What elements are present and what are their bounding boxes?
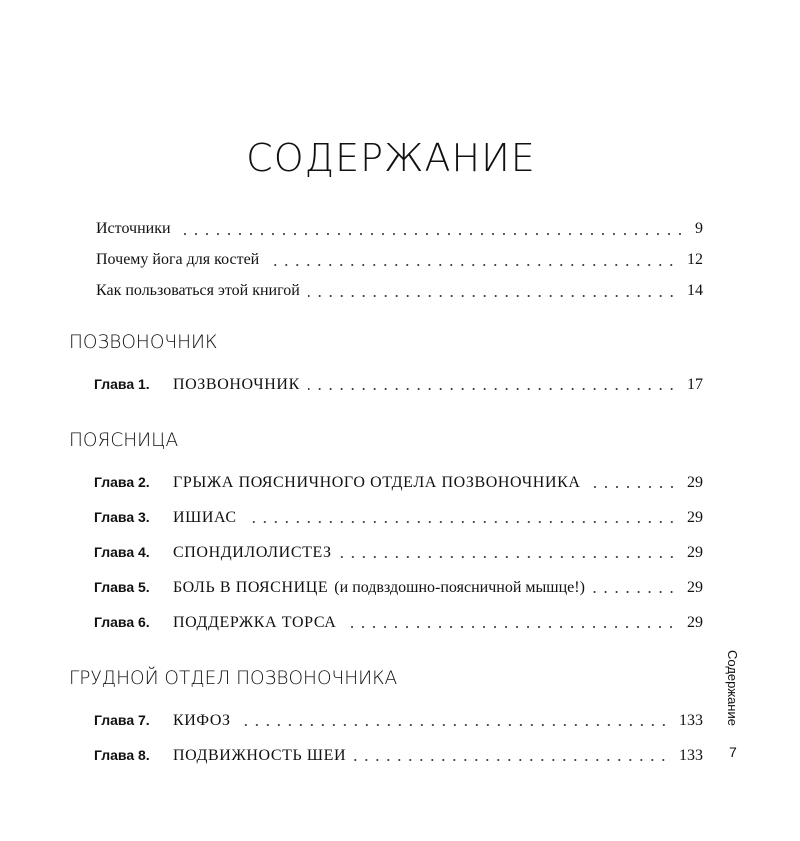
dot-leader xyxy=(245,521,677,523)
chapter-entry[interactable] xyxy=(94,542,703,562)
chapter-label: Глава 4. xyxy=(94,544,150,560)
page-number: 9 xyxy=(695,220,703,237)
dot-leader xyxy=(308,295,677,297)
chapter-note: (и подвздошно-поясничной мышце!) xyxy=(334,579,585,596)
section-heading: ПОЯСНИЦА xyxy=(69,430,179,451)
chapter-label: Глава 7. xyxy=(94,712,150,728)
toc-entry-title: Как пользоваться этой книгой xyxy=(96,282,300,299)
chapter-label: Глава 5. xyxy=(94,579,150,595)
chapter-title: ГРЫЖА ПОЯСНИЧНОГО ОТДЕЛА ПОЗВОНОЧНИКА xyxy=(173,474,581,491)
page-number: 133 xyxy=(679,747,703,764)
chapter-entry[interactable] xyxy=(94,577,703,597)
page-number: 29 xyxy=(687,614,703,631)
section-heading: ГРУДНОЙ ОТДЕЛ ПОЗВОНОЧНИКА xyxy=(69,668,398,689)
page-number: 29 xyxy=(687,474,703,491)
chapter-title: БОЛЬ В ПОЯСНИЦЕ xyxy=(173,579,329,596)
page-number: 17 xyxy=(687,376,703,393)
dot-leader xyxy=(340,556,677,558)
chapter-entry[interactable] xyxy=(94,507,703,527)
chapter-entry[interactable] xyxy=(94,374,703,394)
toc-entry[interactable] xyxy=(96,250,703,270)
chapter-entry[interactable] xyxy=(94,472,703,492)
page-number: 14 xyxy=(687,282,703,299)
chapter-entry[interactable] xyxy=(94,745,703,765)
folio-page-number: 7 xyxy=(729,744,737,760)
chapter-label: Глава 3. xyxy=(94,509,150,525)
dot-leader xyxy=(267,264,677,266)
page-number: 29 xyxy=(687,579,703,596)
page-number: 12 xyxy=(687,251,703,268)
running-head: Содержание xyxy=(725,650,740,726)
toc-entry-title: Источники xyxy=(96,220,171,237)
chapter-entry[interactable] xyxy=(94,710,703,730)
chapter-title: ПОДДЕРЖКА ТОРСА xyxy=(173,614,337,631)
chapter-entry[interactable] xyxy=(94,612,703,632)
dot-leader xyxy=(308,388,677,390)
page-number: 29 xyxy=(687,544,703,561)
chapter-label: Глава 1. xyxy=(94,376,150,392)
page-number: 133 xyxy=(679,712,703,729)
chapter-title: ПОЗВОНОЧНИК xyxy=(173,376,300,393)
page-title: СОДЕРЖАНИЕ xyxy=(246,136,536,180)
chapter-title: ИШИАС xyxy=(173,509,237,526)
dot-leader xyxy=(354,759,669,761)
page-number: 29 xyxy=(687,509,703,526)
dot-leader xyxy=(344,626,677,628)
chapter-title: СПОНДИЛОЛИСТЕЗ xyxy=(173,544,332,561)
chapter-title: КИФОЗ xyxy=(173,712,231,729)
chapter-label: Глава 2. xyxy=(94,474,150,490)
dot-leader xyxy=(589,486,677,488)
section-heading: ПОЗВОНОЧНИК xyxy=(69,332,218,353)
toc-entry-title: Почему йога для костей xyxy=(96,251,260,268)
chapter-label: Глава 6. xyxy=(94,614,150,630)
chapter-label: Глава 8. xyxy=(94,747,150,763)
dot-leader xyxy=(179,233,685,235)
toc-entry[interactable] xyxy=(96,281,703,301)
dot-leader xyxy=(593,591,677,593)
chapter-title: ПОДВИЖНОСТЬ ШЕИ xyxy=(173,747,347,764)
toc-entry[interactable] xyxy=(96,219,703,239)
dot-leader xyxy=(239,724,669,726)
